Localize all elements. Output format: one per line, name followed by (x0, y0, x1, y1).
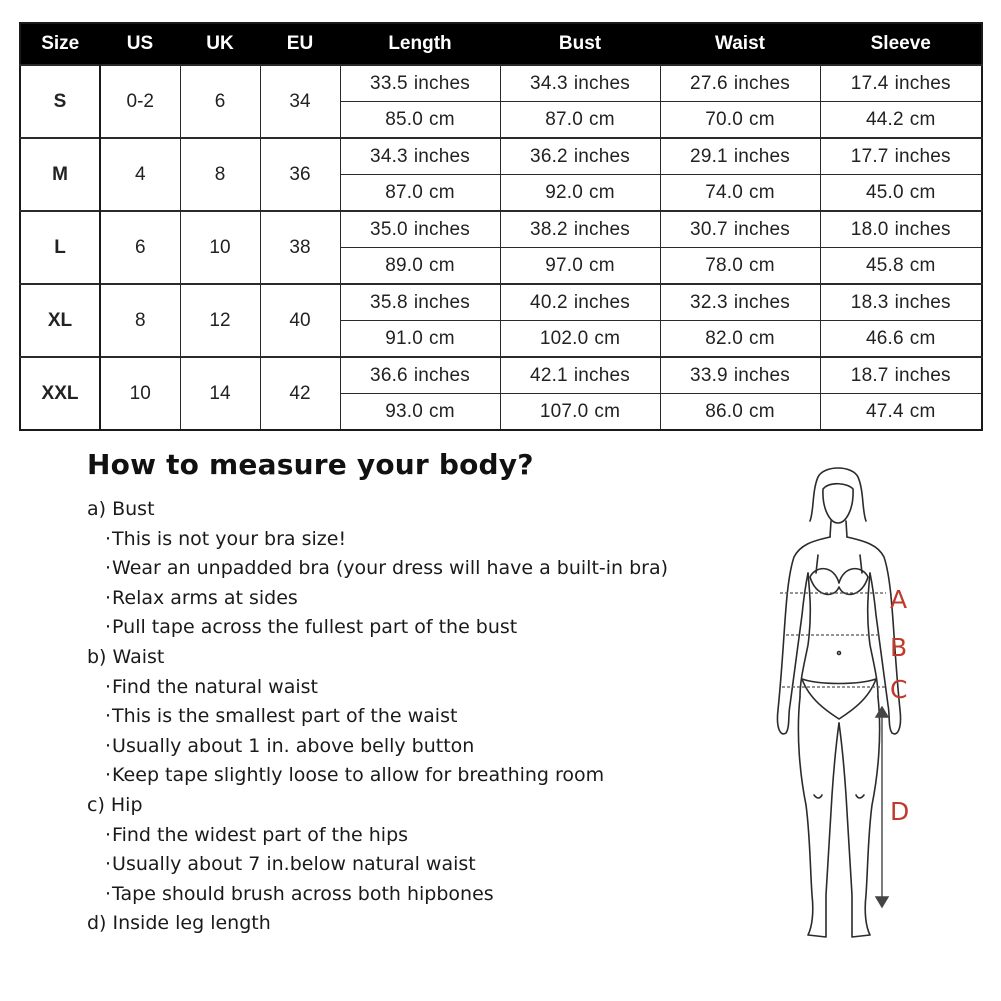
measurement-unit: cm (429, 327, 455, 349)
bust-cm-cell (500, 394, 660, 431)
label-a: A (890, 585, 908, 614)
measurement-value: 107.0 (539, 400, 589, 422)
guide-tip (87, 850, 727, 880)
measurement-value: 85.0 (385, 108, 424, 130)
measurement-value: 36.6 (370, 364, 408, 386)
header-bust: Bust (500, 23, 660, 65)
body-measurement-figure (760, 465, 930, 950)
guide-title: How to measure your body? (87, 448, 534, 481)
measurement-unit: cm (589, 254, 615, 276)
sleeve-inches-cell (820, 211, 982, 248)
measurement-value: 35.8 (370, 291, 408, 313)
size-cell: S (20, 65, 100, 138)
header-us: US (100, 23, 180, 65)
measurement-value: 102.0 (539, 327, 589, 349)
measurement-unit: cm (589, 181, 615, 203)
header-waist: Waist (660, 23, 820, 65)
measurement-unit: cm (594, 327, 621, 349)
size-cell: M (20, 138, 100, 211)
label-d: D (890, 797, 910, 826)
length-cm-cell (340, 175, 500, 212)
guide-tip (87, 761, 727, 791)
measurement-unit: cm (749, 327, 775, 349)
measurement-value: 97.0 (545, 254, 584, 276)
header-size: Size (20, 23, 100, 65)
bust-inches-cell (500, 357, 660, 394)
table-header-row (20, 23, 982, 65)
measurement-unit: cm (749, 400, 775, 422)
length-inches-cell (340, 357, 500, 394)
guide-tip (87, 554, 727, 584)
size-chart-body (20, 65, 982, 430)
guide-tip (87, 673, 727, 703)
header-uk: UK (180, 23, 260, 65)
measurement-unit: inches (573, 218, 630, 240)
measurement-unit: inches (894, 364, 951, 386)
bust-cm-cell (500, 175, 660, 212)
measurement-value: 74.0 (705, 181, 744, 203)
sleeve-inches-cell (820, 284, 982, 321)
measurement-value: 42.1 (530, 364, 568, 386)
eu-cell: 38 (260, 211, 340, 284)
uk-cell: 14 (180, 357, 260, 430)
measurement-unit: inches (413, 218, 470, 240)
measurement-unit: inches (894, 145, 951, 167)
measurement-unit: inches (413, 291, 470, 313)
measurement-unit: inches (413, 72, 470, 94)
measurement-value: 70.0 (705, 108, 744, 130)
size-cell: XL (20, 284, 100, 357)
length-cm-cell (340, 394, 500, 431)
measurement-value: 38.2 (530, 218, 568, 240)
measurement-value: 32.3 (690, 291, 728, 313)
size-cell: XXL (20, 357, 100, 430)
guide-section-heading: d) Inside leg length (87, 912, 271, 935)
header-length: Length (340, 23, 500, 65)
measurement-unit: inches (573, 145, 630, 167)
measurement-value: 18.3 (850, 291, 889, 313)
header-eu: EU (260, 23, 340, 65)
measurement-value: 35.0 (370, 218, 408, 240)
measurement-unit: cm (429, 181, 455, 203)
eu-cell: 34 (260, 65, 340, 138)
measurement-unit: inches (573, 291, 630, 313)
label-b: B (890, 633, 908, 662)
us-cell: 0-2 (100, 65, 180, 138)
guide-tip (87, 584, 727, 614)
measurement-value: 34.3 (530, 72, 568, 94)
waist-cm-cell (660, 321, 820, 358)
measurement-unit: inches (894, 291, 951, 313)
measurement-unit: inches (733, 145, 790, 167)
measurement-unit: inches (733, 364, 790, 386)
sleeve-cm-cell (820, 175, 982, 212)
waist-cm-cell (660, 248, 820, 285)
measure-guide (87, 448, 727, 939)
guide-section-heading: a) Bust (87, 498, 155, 520)
guide-tip (87, 880, 727, 910)
guide-instructions (87, 495, 727, 939)
sleeve-inches-cell (820, 138, 982, 175)
measurement-value: 87.0 (545, 108, 584, 130)
table-row (20, 138, 982, 175)
bust-cm-cell (500, 248, 660, 285)
guide-tip-text: This is not your bra size! (112, 527, 347, 550)
measurement-value: 36.2 (530, 145, 568, 167)
uk-cell: 8 (180, 138, 260, 211)
sleeve-cm-cell (820, 248, 982, 285)
eu-cell: 42 (260, 357, 340, 430)
measurement-unit: inches (894, 72, 951, 94)
guide-tip (87, 702, 727, 732)
us-cell: 4 (100, 138, 180, 211)
table-row (20, 284, 982, 321)
bust-inches-cell (500, 284, 660, 321)
measurement-unit: inches (573, 364, 630, 386)
measurement-value: 78.0 (705, 254, 744, 276)
bust-cm-cell (500, 321, 660, 358)
measurement-unit: cm (909, 181, 936, 203)
measurement-unit: inches (413, 364, 470, 386)
measurement-value: 27.6 (690, 72, 728, 94)
measurement-value: 82.0 (705, 327, 744, 349)
measurement-unit: inches (573, 72, 630, 94)
length-cm-cell (340, 102, 500, 139)
length-inches-cell (340, 284, 500, 321)
eu-cell: 40 (260, 284, 340, 357)
measurement-unit: cm (429, 254, 455, 276)
eu-cell: 36 (260, 138, 340, 211)
guide-tip-text: Usually about 7 in.below natural waist (112, 853, 476, 876)
length-cm-cell (340, 321, 500, 358)
measurement-unit: cm (589, 108, 615, 130)
sleeve-inches-cell (820, 65, 982, 102)
measurement-unit: cm (749, 254, 775, 276)
size-chart-table (19, 22, 983, 431)
inside-leg-arrow (876, 707, 888, 907)
bust-inches-cell (500, 211, 660, 248)
guide-tip (87, 732, 727, 762)
guide-tip-text: Keep tape slightly loose to allow for breathing room (112, 764, 605, 787)
measurement-value: 44.2 (865, 108, 904, 130)
measurement-unit: inches (733, 218, 790, 240)
measurement-value: 30.7 (690, 218, 728, 240)
length-cm-cell (340, 248, 500, 285)
measurement-unit: cm (749, 108, 775, 130)
measurement-value: 86.0 (705, 400, 744, 422)
header-sleeve: Sleeve (820, 23, 982, 65)
measurement-value: 40.2 (530, 291, 568, 313)
waist-cm-cell (660, 102, 820, 139)
length-inches-cell (340, 65, 500, 102)
bust-inches-cell (500, 65, 660, 102)
bust-inches-cell (500, 138, 660, 175)
guide-tip (87, 525, 727, 555)
measurement-value: 45.8 (865, 254, 904, 276)
measurement-value: 46.6 (865, 327, 904, 349)
sleeve-cm-cell (820, 102, 982, 139)
uk-cell: 12 (180, 284, 260, 357)
measurement-value: 17.7 (850, 145, 889, 167)
guide-tip-text: This is the smallest part of the waist (112, 705, 458, 728)
waist-inches-cell (660, 211, 820, 248)
us-cell: 8 (100, 284, 180, 357)
measurement-value: 17.4 (850, 72, 889, 94)
waist-inches-cell (660, 284, 820, 321)
measurement-value: 89.0 (385, 254, 424, 276)
guide-tip (87, 821, 727, 851)
guide-tip-text: Find the widest part of the hips (112, 823, 409, 846)
measurement-unit: inches (894, 218, 951, 240)
label-c: C (890, 675, 908, 704)
table-row (20, 211, 982, 248)
bust-cm-cell (500, 102, 660, 139)
measurement-unit: inches (733, 72, 790, 94)
waist-inches-cell (660, 138, 820, 175)
waist-inches-cell (660, 357, 820, 394)
measurement-value: 47.4 (865, 400, 904, 422)
guide-tip-text: Pull tape across the fullest part of the bust (112, 616, 518, 639)
measurement-unit: inches (733, 291, 790, 313)
measurement-value: 18.0 (850, 218, 889, 240)
guide-section-heading: b) Waist (87, 645, 165, 668)
guide-tip-text: Wear an unpadded bra (your dress will have a built-in bra) (112, 557, 669, 580)
measurement-value: 33.9 (690, 364, 728, 386)
uk-cell: 10 (180, 211, 260, 284)
waist-cm-cell (660, 394, 820, 431)
measurement-value: 87.0 (385, 181, 424, 203)
sleeve-cm-cell (820, 321, 982, 358)
waist-inches-cell (660, 65, 820, 102)
table-row (20, 65, 982, 102)
measurement-unit: cm (749, 181, 775, 203)
waist-cm-cell (660, 175, 820, 212)
us-cell: 10 (100, 357, 180, 430)
measurement-value: 91.0 (385, 327, 424, 349)
uk-cell: 6 (180, 65, 260, 138)
measurement-value: 18.7 (850, 364, 889, 386)
measurement-value: 45.0 (865, 181, 904, 203)
measurement-unit: cm (909, 400, 936, 422)
measurement-unit: inches (413, 145, 470, 167)
table-row (20, 357, 982, 394)
guide-tip (87, 613, 727, 643)
measurement-unit: cm (429, 108, 455, 130)
measurement-unit: cm (429, 400, 455, 422)
sleeve-inches-cell (820, 357, 982, 394)
sleeve-cm-cell (820, 394, 982, 431)
measurement-value: 92.0 (545, 181, 584, 203)
measurement-unit: cm (909, 254, 936, 276)
guide-section-heading: c) Hip (87, 793, 143, 816)
size-cell: L (20, 211, 100, 284)
measurement-unit: cm (909, 108, 936, 130)
measurement-value: 93.0 (385, 400, 424, 422)
length-inches-cell (340, 138, 500, 175)
guide-tip-text: Find the natural waist (112, 675, 318, 698)
measurement-value: 33.5 (370, 72, 408, 94)
us-cell: 6 (100, 211, 180, 284)
guide-tip-text: Usually about 1 in. above belly button (112, 734, 475, 757)
guide-tip-text: Tape should brush across both hipbones (112, 882, 494, 905)
guide-tip-text: Relax arms at sides (112, 586, 298, 609)
length-inches-cell (340, 211, 500, 248)
measurement-value: 29.1 (690, 145, 728, 167)
measurement-value: 34.3 (370, 145, 408, 167)
measurement-unit: cm (909, 327, 936, 349)
measurement-unit: cm (594, 400, 621, 422)
